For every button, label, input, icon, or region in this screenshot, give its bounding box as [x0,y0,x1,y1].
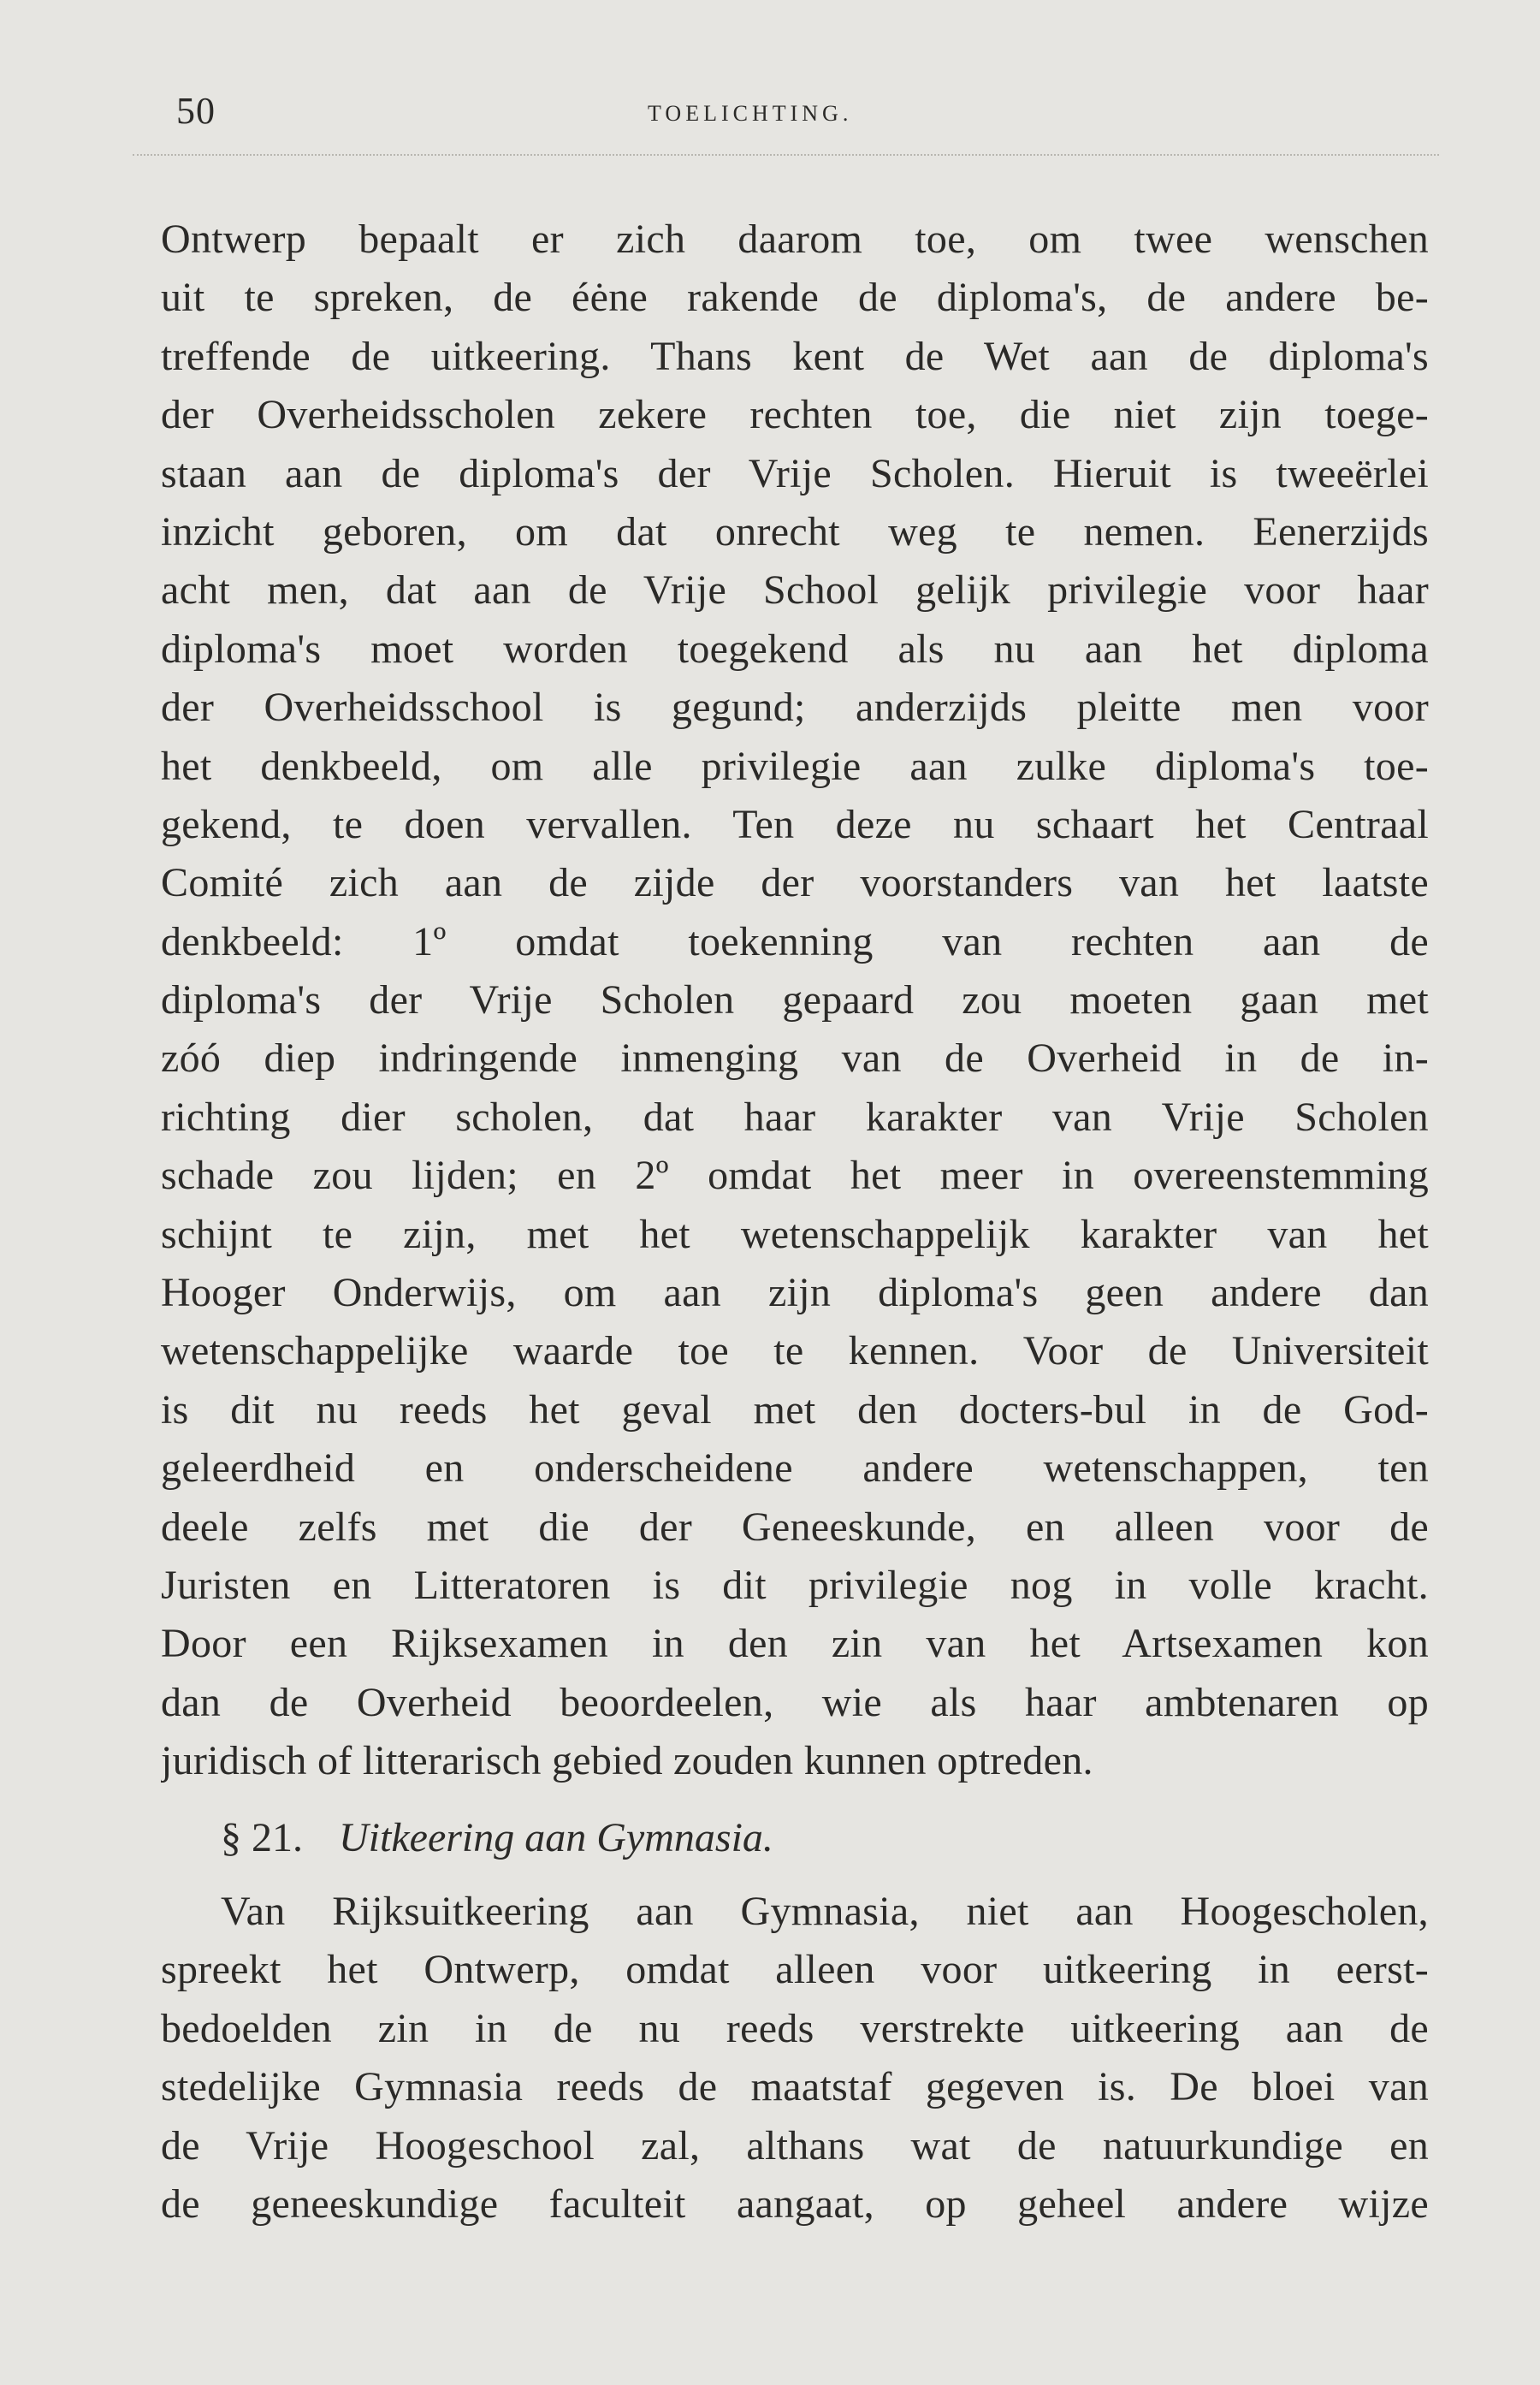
section-title: Uitkeering aan Gymnasia. [339,1815,773,1860]
text-line: richting dier scholen, dat haar karakter van Vrije Scholen [161,1094,1429,1140]
text-line: schade zou lijden; en 2º omdat het meer in overeenstemming [161,1153,1429,1199]
text-line: wetenschappelijke waarde toe te kennen. Voor de Universiteit [161,1328,1429,1374]
running-head [164,86,1412,145]
page-number: 50 [176,90,216,132]
text-line: denkbeeld: 1º omdat toekenning van rechten aan de [161,918,1429,964]
text-line: uit te spreken, de éėne rakende de diploma's, de andere be- [161,275,1429,321]
text-line: Comité zich aan de zijde der voorstanders van het laatste [161,860,1429,906]
text-line: inzicht geboren, om dat onrecht weg te nemen. Eenerzijds [161,508,1429,555]
text-line: geleerdheid en onderscheidene andere wetenschappen, ten [161,1445,1429,1492]
section-paragraph [161,1883,1429,2234]
text-line: gekend, te doen vervallen. Ten deze nu schaart het Centraal [161,801,1429,847]
running-title: TOELICHTING. [648,101,853,126]
header-rule [133,154,1439,156]
text-line: staan aan de diploma's der Vrije Scholen. Hieruit is tweeërlei [161,450,1429,496]
text-line: is dit nu reeds het geval met den docters-bul in de God- [161,1386,1429,1433]
text-line: zóó diep indringende inmenging van de Overheid in de in- [161,1035,1429,1082]
text-line: spreekt het Ontwerp, omdat alleen voor uitkeering in eerst- [161,1947,1429,1993]
text-line: het denkbeeld, om alle privilegie aan zulke diploma's toe- [161,743,1429,789]
text-line: juridisch of litterarisch gebied zouden kunnen optreden. [161,1738,1093,1784]
text-line: deele zelfs met die der Geneeskunde, en alleen voor de [161,1504,1429,1550]
text-line: Hooger Onderwijs, om aan zijn diploma's geen andere dan [161,1270,1429,1316]
text-line: Van Rijksuitkeering aan Gymnasia, niet aan Hoogescholen, [221,1889,1429,1934]
text-line: de Vrije Hoogeschool zal, althans wat de natuurkundige en [161,2122,1429,2168]
text-line: der Overheidsscholen zekere rechten toe, die niet zijn toege- [161,392,1429,438]
text-line: stedelijke Gymnasia reeds de maatstaf gegeven is. De bloei van [161,2064,1429,2110]
text-line: Door een Rijksexamen in den zin van het Artsexamen kon [161,1621,1429,1667]
section-number: § 21. [221,1815,303,1860]
text-line: bedoelden zin in de nu reeds verstrekte uitkeering aan de [161,2005,1429,2051]
text-line: diploma's moet worden toegekend als nu aan het diploma [161,626,1429,672]
text-line: schijnt te zijn, met het wetenschappelijk karakter van het [161,1211,1429,1257]
text-line: Ontwerp bepaalt er zich daarom toe, om twee wenschen [161,217,1429,262]
text-line: treffende de uitkeering. Thans kent de Wet aan de diploma's [161,333,1429,379]
text-line: dan de Overheid beoordeelen, wie als haar ambtenaren op [161,1679,1429,1725]
text-line: Juristen en Litteratoren is dit privilegie nog in volle kracht. [161,1562,1429,1608]
section-heading [221,1814,773,1861]
text-line: der Overheidsschool is gegund; anderzijds pleitte men voor [161,685,1429,731]
text-line: diploma's der Vrije Scholen gepaard zou moeten gaan met [161,977,1429,1023]
text-line: acht men, dat aan de Vrije School gelijk privilegie voor haar [161,567,1429,614]
body-paragraph [161,211,1429,1791]
text-line: de geneeskundige faculteit aangaat, op geheel andere wijze [161,2180,1429,2227]
